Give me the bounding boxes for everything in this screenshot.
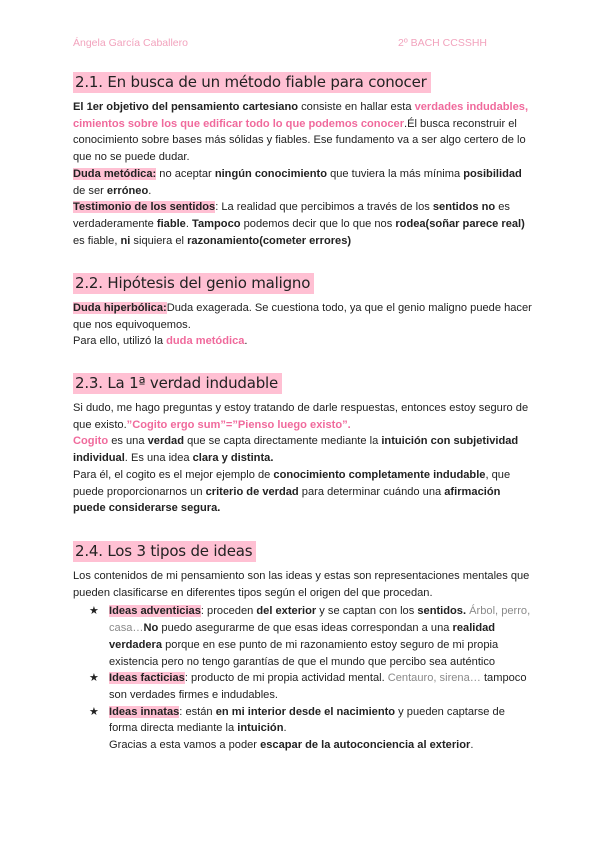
- term-bold: clara y distinta.: [192, 452, 274, 465]
- paragraph-para-el: [73, 467, 533, 517]
- section-heading: 2.4. Los 3 tipos de ideas: [73, 541, 256, 562]
- text: consiste en hallar esta: [298, 101, 415, 113]
- term-highlight: Ideas adventicias: [109, 605, 201, 618]
- text: .Él busca reconstruir el conocimiento sobre bases más sólidas y fiables. Ese fundamento va a ser algo certero de lo que no se puede dudar.: [73, 117, 526, 164]
- ideas-list: [73, 603, 533, 753]
- text: Si dudo, me hago preguntas y estoy tratando de darle respuestas, entonces estoy seguro de que existo.: [73, 402, 529, 431]
- paragraph-objetivo: [73, 99, 533, 166]
- example-text: Árbol, perro, casa…: [109, 605, 531, 635]
- text: es una: [108, 435, 148, 448]
- term-highlight: Duda hiperbólica:: [73, 302, 167, 314]
- text: .: [470, 739, 474, 752]
- text: : producto de mi propia actividad mental.: [184, 672, 388, 685]
- text: siquiera el: [130, 234, 188, 247]
- section-2-4: [73, 541, 533, 754]
- term-pink: duda metódica: [166, 335, 245, 348]
- term-pink: ”Cogito ergo sum”=”Pienso luego existo”.: [126, 418, 351, 431]
- term-bold: criterio de verdad: [205, 485, 299, 498]
- term-highlight: Ideas facticias: [109, 672, 185, 685]
- text: y pueden captarse de forma directa mediante la: [109, 705, 505, 735]
- text: Duda exagerada. Se cuestiona todo, ya que el genio maligno puede hacer que nos equivoquemos.: [73, 302, 532, 331]
- paragraph-contenidos: Los contenidos de mi pensamiento son las ideas y estas son representaciones mentales que pueden clasificarse en diferentes tipos según el origen del que procedan.: [73, 570, 530, 599]
- text: que tuviera la más mínima: [326, 167, 464, 180]
- term-bold: verdad: [147, 435, 184, 448]
- text: , que puede proporcionarnos un: [73, 468, 511, 498]
- term-bold: rodea(soñar parece real): [395, 217, 525, 230]
- section-2-1: [73, 72, 533, 249]
- text: puedo asegurarme de que esas ideas correspondan a una: [158, 622, 453, 635]
- section-heading: 2.2. Hipótesis del genio maligno: [73, 273, 314, 294]
- paragraph-si-dudo: [73, 400, 533, 433]
- term-bold: El 1er objetivo del pensamiento cartesiano: [73, 101, 299, 113]
- section-2-2: [73, 273, 533, 350]
- term-bold: posibilidad: [463, 167, 522, 180]
- section-heading: 2.1. En busca de un método fiable para conocer: [73, 72, 431, 93]
- text: para determinar cuándo una: [298, 485, 445, 498]
- term-bold: razonamiento(cometer errores): [187, 234, 352, 247]
- list-item: [89, 704, 533, 754]
- term-highlight: Ideas innatas: [109, 705, 180, 718]
- text: : están: [179, 705, 216, 718]
- paragraph-testimonio: [73, 199, 533, 249]
- term-bold: escapar de la autoconciencia al exterior: [260, 739, 471, 752]
- term-bold: en mi interior desde el nacimiento: [215, 705, 396, 718]
- text: .: [185, 217, 193, 230]
- term-bold: del exterior: [256, 605, 317, 618]
- section-2-3: [73, 373, 533, 517]
- term-bold: conocimiento completamente indudable: [273, 468, 486, 481]
- term-bold: afirmación puede considerarse segura.: [73, 485, 501, 515]
- term-pink: verdades indudables, cimientos sobre los que edificar todo lo que podemos conocer: [73, 101, 529, 130]
- text: podemos decir que lo que nos: [240, 217, 396, 230]
- header-course: 2º BACH CCSSHH: [398, 37, 488, 49]
- text: : La realidad que percibimos a través de los: [215, 201, 433, 214]
- text: . Es una idea: [124, 452, 193, 465]
- list-item: [89, 670, 533, 703]
- term-bold: erróneo: [106, 184, 149, 197]
- term-highlight: Testimonio de los sentidos: [73, 201, 216, 214]
- term-bold: realidad verdadera: [109, 622, 496, 651]
- star-bullet-icon: ★: [89, 605, 99, 618]
- section-heading: 2.3. La 1ª verdad indudable: [73, 373, 282, 394]
- term-bold: sentidos.: [417, 605, 467, 618]
- text: .: [283, 722, 287, 735]
- page-header: [73, 37, 540, 51]
- text: Gracias a esta vamos a poder: [109, 739, 261, 752]
- paragraph-cogito: [73, 433, 533, 466]
- example-text: Centauro, sirena…: [387, 672, 481, 685]
- term-bold: Tampoco: [192, 217, 241, 230]
- text: no aceptar: [156, 167, 215, 180]
- paragraph-duda-metodica: [73, 166, 533, 199]
- term-highlight: Duda metódica:: [73, 167, 157, 180]
- text: es fiable,: [73, 234, 121, 247]
- text: : proceden: [200, 605, 257, 618]
- star-bullet-icon: ★: [89, 705, 99, 718]
- term-bold: sentidos no: [432, 201, 496, 214]
- text: y se captan con los: [316, 605, 418, 618]
- text: que se capta directamente mediante la: [184, 435, 382, 448]
- term-bold: intuición: [237, 722, 284, 735]
- term-pink: Cogito: [73, 435, 109, 448]
- term-bold: No: [143, 622, 159, 635]
- term-bold: ni: [120, 234, 131, 247]
- header-author: Ángela García Caballero: [73, 37, 188, 49]
- text: tampoco son verdades firmes e indudables.: [109, 672, 527, 701]
- text: .: [148, 184, 152, 197]
- text: .: [244, 335, 248, 348]
- text: Para él, el cogito es el mejor ejemplo de: [73, 468, 274, 481]
- text: porque en ese punto de mi razonamiento estoy seguro de mi propia existencia pero no tengo garantías de que el mundo que percibo sea auténtico: [109, 638, 499, 668]
- paragraph-duda-hiperbolica: [73, 300, 533, 333]
- term-bold: intuición con subjetividad individual: [73, 435, 519, 465]
- star-bullet-icon: ★: [89, 672, 99, 685]
- text: es verdaderamente: [73, 201, 510, 230]
- list-item: [89, 603, 533, 670]
- text: Para ello, utilizó la: [73, 335, 167, 348]
- paragraph-para-ello: [73, 333, 533, 350]
- text: de ser: [73, 184, 107, 197]
- term-bold: fiable: [156, 217, 186, 230]
- term-bold: ningún conocimiento: [214, 167, 327, 180]
